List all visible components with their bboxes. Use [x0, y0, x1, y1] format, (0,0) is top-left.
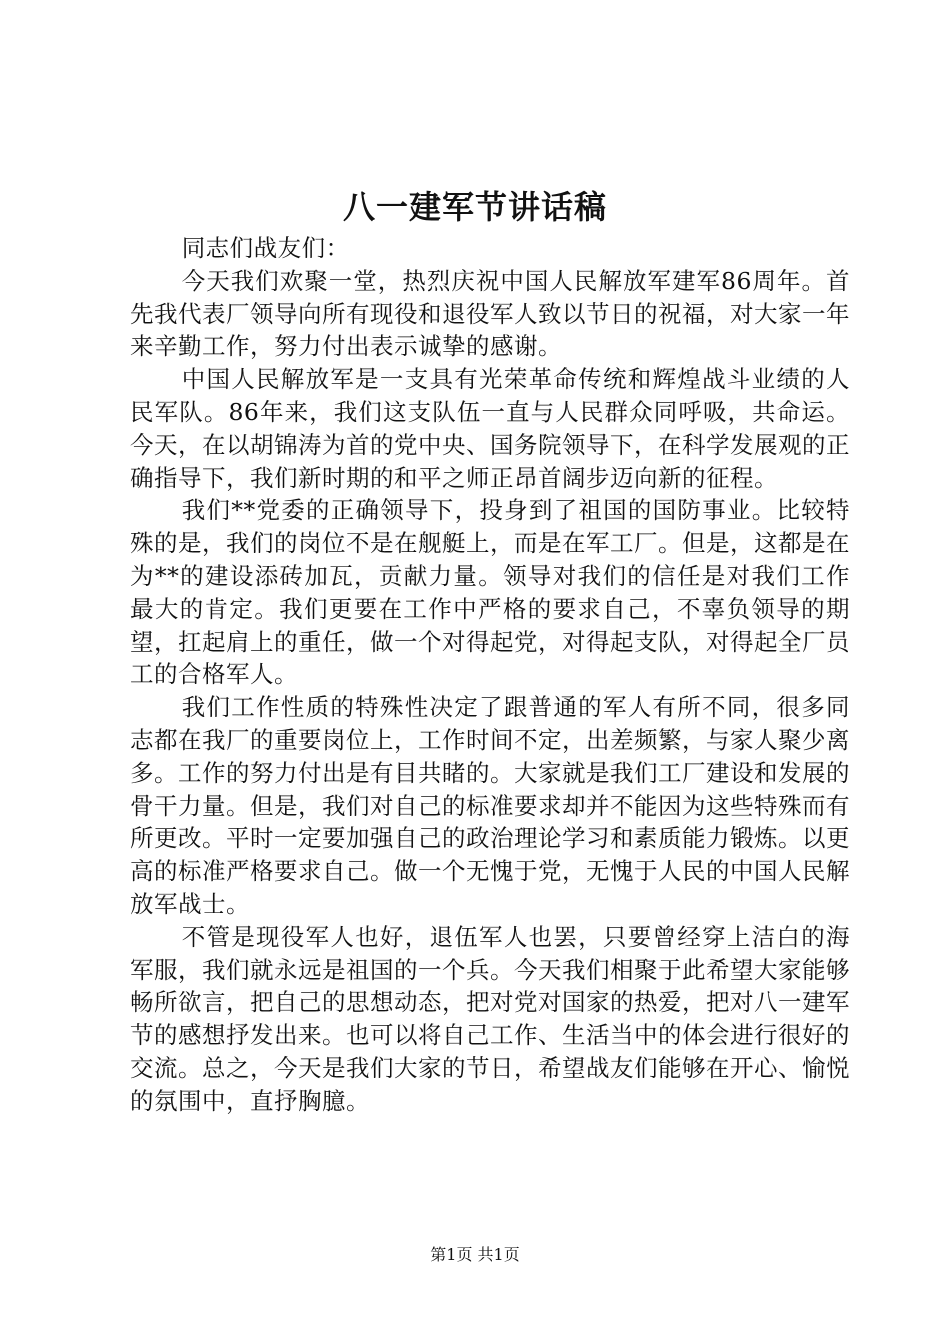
body-paragraph: 我们**党委的正确领导下，投身到了祖国的国防事业。比较特殊的是，我们的岗位不是在舰艇上，而是在军工厂。但是，这都是在为**的建设添砖加瓦，贡献力量。领导对我们的信任是对我们工作最大的肯定。我们更要在工作中严格的要求自己，不辜负领导的期望，扛起肩上的重任，做一个对得起党，对得起支队，对得起全厂员工的合格军人。: [130, 496, 850, 689]
body-paragraph: 我们工作性质的特殊性决定了跟普通的军人有所不同，很多同志都在我厂的重要岗位上，工作时间不定，出差频繁，与家人聚少离多。工作的努力付出是有目共睹的。大家就是我们工厂建设和发展的骨干力量。但是，我们对自己的标准要求却并不能因为这些特殊而有所更改。平时一定要加强自己的政治理论学习和素质能力锻炼。以更高的标准严格要求自己。做一个无愧于党，无愧于人民的中国人民解放军战士。: [130, 693, 850, 918]
document-body: [130, 232, 850, 1118]
body-paragraph: 不管是现役军人也好，退伍军人也罢，只要曾经穿上洁白的海军服，我们就永远是祖国的一个兵。今天我们相聚于此希望大家能够畅所欲言，把自己的思想动态，把对党对国家的热爱，把对八一建军节的感想抒发出来。也可以将自己工作、生活当中的体会进行很好的交流。总之，今天是我们大家的节日，希望战友们能够在开心、愉悦的氛围中，直抒胸臆。: [130, 922, 850, 1115]
body-paragraph: 中国人民解放军是一支具有光荣革命传统和辉煌战斗业绩的人民军队。86年来，我们这支队伍一直与人民群众同呼吸，共命运。今天，在以胡锦涛为首的党中央、国务院领导下，在科学发展观的正确指导下，我们新时期的和平之师正昂首阔步迈向新的征程。: [130, 365, 850, 492]
document-title: 八一建军节讲话稿: [342, 188, 607, 226]
body-paragraph: 今天我们欢聚一堂，热烈庆祝中国人民解放军建军86周年。首先我代表厂领导向所有现役和退役军人致以节日的祝福，对大家一年来辛勤工作，努力付出表示诚挚的感谢。: [130, 266, 850, 361]
page-footer: 第1页 共1页: [430, 1245, 520, 1264]
salutation: 同志们战友们：: [181, 234, 350, 262]
